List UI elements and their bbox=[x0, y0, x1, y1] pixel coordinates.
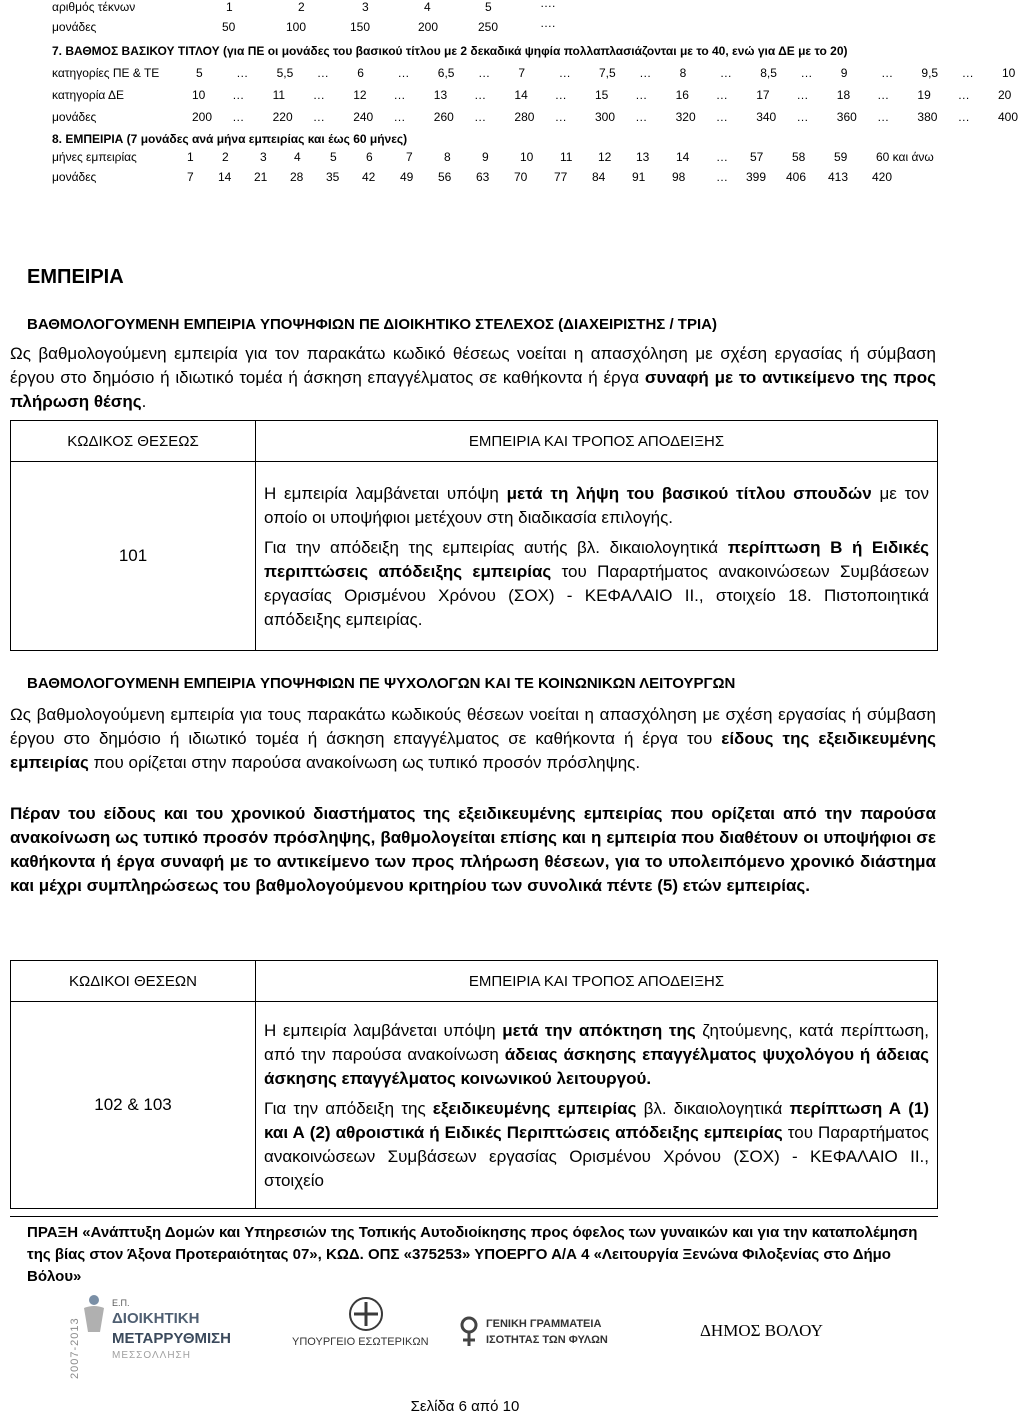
subheading-psych: ΒΑΘΜΟΛΟΓΟΥΜΕΝΗ ΕΜΠΕΙΡΙΑ ΥΠΟΨΗΦΙΩΝ ΠΕ ΨΥΧΟΛΟΓΩΝ ΚΑΙ ΤΕ ΚΟΙΝΩΝΙΚΩΝ ΛΕΙΤΟΥΡΓΩΝ bbox=[27, 675, 736, 692]
cell: 8 bbox=[679, 66, 687, 80]
col-header-experience: ΕΜΠΕΙΡΙΑ ΚΑΙ ΤΡΟΠΟΣ ΑΠΟΔΕΙΞΗΣ bbox=[256, 421, 938, 462]
cell: 420 bbox=[872, 170, 893, 184]
text: ζητούμενης, κατά περίπτωση, από την παρούσα ανακοίνωση bbox=[264, 1021, 929, 1064]
footer-project-text: ΠΡΑΞΗ «Ανάπτυξη Δομών και Υπηρεσιών της Τοπικής Αυτοδιοίκησης προς όφελος των γυναικών και για την καταπολέμηση της βίας στον Άξονα Προτεραιότητας 07», ΚΩΔ. ΟΠΣ «375253» ΥΠΟΕΡΓΟ Α/Α 4 «Λειτουργία Ξενώνα Φιλοξενίας στο Δήμο Βόλου» bbox=[27, 1224, 918, 1285]
cell: … bbox=[312, 88, 325, 102]
position-codes: 102 & 103 bbox=[11, 1002, 256, 1209]
cell: … bbox=[236, 66, 249, 80]
logo3-line1: ΓΕΝΙΚΗ ΓΡΑΜΜΑΤΕΙΑ bbox=[486, 1318, 602, 1330]
logo-general-secretariat bbox=[458, 1316, 658, 1356]
cell: … bbox=[957, 88, 970, 102]
cell: 380 bbox=[917, 110, 938, 124]
cell: 12 bbox=[598, 150, 612, 164]
cell: 13 bbox=[433, 88, 448, 102]
cell: 1 bbox=[187, 150, 194, 164]
text-bold: άδειας άσκησης επαγγέλματος ψυχολόγου ή άδειας άσκησης επαγγέλματος κοινωνικού λειτουργού. bbox=[264, 1045, 929, 1088]
text-bold: μετά τη λήψη του βασικού τίτλου σπουδών bbox=[506, 484, 872, 503]
cell: … bbox=[554, 88, 567, 102]
section7-row3 bbox=[52, 110, 1018, 126]
cell: 28 bbox=[290, 170, 304, 184]
section8-row1 bbox=[52, 150, 952, 166]
cell: 63 bbox=[476, 170, 490, 184]
cell: … bbox=[800, 66, 813, 80]
cell: 413 bbox=[828, 170, 849, 184]
cell: … bbox=[478, 66, 491, 80]
text: . bbox=[141, 392, 147, 411]
cell: 98 bbox=[672, 170, 686, 184]
cell: 7,5 bbox=[599, 66, 616, 80]
experience-cell bbox=[256, 1002, 938, 1209]
cell: 6,5 bbox=[437, 66, 455, 80]
cell: 7 bbox=[187, 170, 194, 184]
text-bold: είδους της εξειδικευμένης εμπειρίας bbox=[10, 729, 936, 772]
cell: 42 bbox=[362, 170, 376, 184]
row-label: μονάδες bbox=[52, 20, 97, 34]
experience-heading: ΕΜΠΕΙΡΙΑ bbox=[27, 266, 124, 288]
text-bold: περίπτωση Β ή Ειδικές περιπτώσεις απόδειξης εμπειρίας bbox=[264, 538, 929, 581]
cell: 300 bbox=[595, 110, 616, 124]
section8-title: 8. ΕΜΠΕΙΡΙΑ (7 μονάδες ανά μήνα εμπειρίας και έως 60 μήνες) bbox=[52, 132, 408, 146]
cell: 4 bbox=[424, 0, 431, 14]
cell: …. bbox=[540, 0, 556, 10]
cell: 6 bbox=[366, 150, 373, 164]
cell: 7 bbox=[518, 66, 526, 80]
cell: 9 bbox=[840, 66, 848, 80]
cell: 200 bbox=[192, 110, 213, 124]
cell: 2 bbox=[222, 150, 229, 164]
cell: 3 bbox=[362, 0, 369, 14]
logo-line2: ΜΕΤΑΡΡΥΘΜΙΣΗ bbox=[112, 1330, 231, 1347]
cell: 20 bbox=[998, 88, 1012, 102]
cell: 200 bbox=[418, 20, 439, 34]
text-bold: περίπτωση Α (1) και Α (2) αθροιστικά ή Ειδικές Περιπτώσεις απόδειξης εμπειρίας bbox=[264, 1099, 929, 1142]
cell: … bbox=[961, 66, 974, 80]
logo3-line2: ΙΣΟΤΗΤΑΣ ΤΩΝ ΦΥΛΩΝ bbox=[486, 1334, 608, 1346]
cell: … bbox=[715, 110, 728, 124]
text: βλ. δικαιολογητικά bbox=[636, 1099, 790, 1118]
logo2-text: ΥΠΟΥΡΓΕΙΟ ΕΣΩΤΕΡΙΚΩΝ bbox=[292, 1336, 429, 1348]
cell: 35 bbox=[326, 170, 340, 184]
cell: 13 bbox=[636, 150, 650, 164]
cell: 50 bbox=[222, 20, 236, 34]
children-units-row bbox=[52, 16, 952, 36]
cell: 3 bbox=[260, 150, 267, 164]
crest-icon bbox=[348, 1296, 384, 1332]
paragraph-psych-bold: Πέραν του είδους και του χρονικού διαστήματος της εξειδικευμένης εμπειρίας που ορίζεται από την παρούσα ανακοίνωση ως τυπικό προσόν πρόσληψης, βαθμολογείται επίσης και η εμπειρία που διαθέτουν οι υποψήφιοι σε καθήκοντα ή έργα συναφή με το αντικείμενο των προς πλήρωση θέσεων, για το υπολειπόμενο χρονικό διάστημα και μέχρι συμπληρώσεως του βαθμολογούμενου κριτηρίου των συνολικά πέντε (5) ετών εμπειρίας. bbox=[10, 804, 936, 895]
paragraph-admin bbox=[10, 342, 936, 414]
cell: … bbox=[639, 66, 652, 80]
cell: 10 bbox=[1002, 66, 1016, 80]
logo-ep: Ε.Π. bbox=[112, 1298, 130, 1308]
text: Ως βαθμολογούμενη εμπειρία για τον παρακάτω κωδικό θέσεως νοείται η απασχόληση με σχέση εργασίας ή σύμβαση έργου στο δημόσιο ή ιδιωτικό τομέα ή άσκηση επαγγέλματος σε καθήκοντα ή έργα bbox=[10, 344, 936, 387]
row-label: μονάδες bbox=[52, 170, 97, 184]
cell: … bbox=[635, 88, 648, 102]
text: Για την απόδειξη της bbox=[264, 1099, 433, 1118]
cell: 58 bbox=[792, 150, 806, 164]
cell: … bbox=[796, 110, 809, 124]
footer-divider bbox=[10, 1216, 938, 1217]
cell: 1 bbox=[226, 0, 233, 14]
cell: 49 bbox=[400, 170, 414, 184]
cell: … bbox=[232, 110, 245, 124]
logo-ministry bbox=[288, 1296, 448, 1356]
section8-row2 bbox=[52, 170, 952, 186]
cell: … bbox=[232, 88, 245, 102]
cell: 5 bbox=[196, 66, 203, 80]
cell: 56 bbox=[438, 170, 452, 184]
table-admin bbox=[10, 420, 938, 651]
cell: … bbox=[554, 110, 567, 124]
cell: …. bbox=[540, 16, 556, 30]
cell: 21 bbox=[254, 170, 268, 184]
cell: 4 bbox=[294, 150, 301, 164]
col-header-code: ΚΩΔΙΚΟΣ ΘΕΣΕΩΣ bbox=[11, 421, 256, 462]
cell: 399 bbox=[746, 170, 767, 184]
col-header-experience: ΕΜΠΕΙΡΙΑ ΚΑΙ ΤΡΟΠΟΣ ΑΠΟΔΕΙΞΗΣ bbox=[256, 961, 938, 1002]
subheading-admin: ΒΑΘΜΟΛΟΓΟΥΜΕΝΗ ΕΜΠΕΙΡΙΑ ΥΠΟΨΗΦΙΩΝ ΠΕ ΔΙΟΙΚΗΤΙΚΟ ΣΤΕΛΕΧΟΣ (ΔΙΑΧΕΙΡΙΣΤΗΣ / ΤΡΙΑ) bbox=[27, 316, 717, 333]
cell: … bbox=[312, 110, 325, 124]
cell: 91 bbox=[632, 170, 646, 184]
cell: … bbox=[558, 66, 571, 80]
row-label: μήνες εμπειρίας bbox=[52, 150, 137, 164]
text-bold: εξειδικευμένης εμπειρίας bbox=[432, 1099, 637, 1118]
logo-line3: ΜΕΣΣΟΛΛΗΣΗ bbox=[112, 1350, 191, 1361]
text: του Παραρτήματος ανακοινώσεων Συμβάσεων εργασίας Ορισμένου Χρόνου (ΣΟΧ) - ΚΕΦΑΛΑΙΟ ΙΙ., στοιχείο 18. Πιστοποιητικά απόδειξης εμπειρίας. bbox=[264, 562, 929, 629]
cell: 280 bbox=[514, 110, 535, 124]
cell: … bbox=[716, 150, 728, 164]
cell: 59 bbox=[834, 150, 848, 164]
cell: 5,5 bbox=[276, 66, 294, 80]
page-number: Σελίδα 6 από 10 bbox=[410, 1398, 520, 1415]
cell: 9,5 bbox=[921, 66, 939, 80]
cell: 406 bbox=[786, 170, 807, 184]
cell: 84 bbox=[592, 170, 606, 184]
cell: 220 bbox=[272, 110, 293, 124]
cell: 16 bbox=[675, 88, 689, 102]
cell: 5 bbox=[330, 150, 337, 164]
cell: … bbox=[716, 170, 728, 184]
section7-row1 bbox=[52, 66, 1016, 82]
cell: 60 και άνω bbox=[876, 150, 934, 164]
cell: 15 bbox=[595, 88, 609, 102]
section7-title: 7. ΒΑΘΜΟΣ ΒΑΣΙΚΟΥ ΤΙΤΛΟΥ (για ΠΕ οι μονάδες του βασικού τίτλου με 2 δεκαδικά ψηφία πολλαπλασιάζονται με το 40, ενώ για ΔΕ με το 20) bbox=[52, 44, 848, 58]
cell: 340 bbox=[756, 110, 777, 124]
years-text: 2007-2013 bbox=[69, 1317, 81, 1379]
cell: 9 bbox=[482, 150, 489, 164]
row-label: κατηγορία ΔΕ bbox=[52, 88, 124, 102]
cell: 10 bbox=[192, 88, 206, 102]
cell: … bbox=[877, 88, 890, 102]
text: του Παραρτήματος ανακοινώσεων Συμβάσεων εργασίας Ορισμένου Χρόνου (ΣΟΧ) - ΚΕΦΑΛΑΙΟ ΙΙ., στοιχείο bbox=[264, 1123, 929, 1190]
cell: 18 bbox=[836, 88, 851, 102]
cell: 8,5 bbox=[760, 66, 777, 80]
cell: 12 bbox=[353, 88, 367, 102]
cell: 150 bbox=[350, 20, 371, 34]
paragraph-psych bbox=[10, 703, 936, 775]
cell: 14 bbox=[514, 88, 528, 102]
cell: 57 bbox=[750, 150, 764, 164]
cell: 400 bbox=[998, 110, 1018, 124]
cell: … bbox=[719, 66, 732, 80]
text: Η εμπειρία λαμβάνεται υπόψη bbox=[264, 484, 507, 503]
cell: … bbox=[957, 110, 970, 124]
cell: 14 bbox=[676, 150, 690, 164]
cell: … bbox=[393, 110, 406, 124]
text: Ως βαθμολογούμενη εμπειρία για τους παρακάτω κωδικούς θέσεων νοείται η απασχόληση με σχέση εργασίας ή σύμβαση έργου στο δημόσιο ή ιδιωτικό τομέα ή άσκηση επαγγέλματος σε καθήκοντα ή έργα του bbox=[10, 705, 936, 748]
figure-icon bbox=[80, 1294, 110, 1334]
col-header-codes: ΚΩΔΙΚΟΙ ΘΕΣΕΩΝ bbox=[11, 961, 256, 1002]
cell: … bbox=[316, 66, 329, 80]
cell: 6 bbox=[357, 66, 364, 80]
cell: 8 bbox=[444, 150, 451, 164]
text-bold: συναφή με το αντικείμενο της προς πλήρωση θέσης bbox=[10, 368, 937, 411]
cell: … bbox=[474, 88, 487, 102]
cell: … bbox=[881, 66, 894, 80]
text: με τον οποίο οι υποψήφιοι μετέχουν στη διαδικασία επιλογής. bbox=[264, 484, 930, 527]
cell: … bbox=[397, 66, 410, 80]
cell: … bbox=[877, 110, 890, 124]
position-code: 101 bbox=[11, 462, 256, 651]
cell: 70 bbox=[514, 170, 528, 184]
cell: … bbox=[393, 88, 406, 102]
cell: … bbox=[474, 110, 487, 124]
experience-cell bbox=[256, 462, 938, 651]
cell: 19 bbox=[917, 88, 931, 102]
cell: 260 bbox=[433, 110, 454, 124]
row-label: μονάδες bbox=[52, 110, 97, 124]
table-psych bbox=[10, 960, 938, 1209]
text: Η εμπειρία λαμβάνεται υπόψη bbox=[264, 1021, 503, 1040]
cell: 11 bbox=[272, 88, 286, 102]
symbol-icon bbox=[458, 1316, 480, 1348]
cell: 14 bbox=[218, 170, 232, 184]
row-label: αριθμός τέκνων bbox=[52, 0, 136, 14]
cell: 240 bbox=[353, 110, 374, 124]
cell: … bbox=[796, 88, 809, 102]
logo-line1: ΔΙΟΙΚΗΤΙΚΗ bbox=[112, 1310, 200, 1327]
text: που ορίζεται στην παρούσα ανακοίνωση ως τυπικό προσόν πρόσληψης. bbox=[88, 753, 641, 772]
row-label: κατηγορίες ΠΕ & ΤΕ bbox=[52, 66, 160, 80]
cell: 250 bbox=[478, 20, 499, 34]
text: Για την απόδειξη της εμπειρίας αυτής βλ. δικαιολογητικά bbox=[264, 538, 728, 557]
logo-dimos-volou: ΔΗΜΟΣ ΒΟΛΟΥ bbox=[700, 1321, 823, 1340]
section7-row2 bbox=[52, 88, 1012, 104]
cell: 10 bbox=[520, 150, 534, 164]
cell: … bbox=[635, 110, 648, 124]
cell: 100 bbox=[286, 20, 307, 34]
cell: 77 bbox=[554, 170, 568, 184]
cell: 7 bbox=[406, 150, 413, 164]
cell: … bbox=[715, 88, 728, 102]
cell: 2 bbox=[298, 0, 305, 14]
cell: 17 bbox=[756, 88, 770, 102]
text-bold: μετά την απόκτηση της bbox=[502, 1021, 696, 1040]
cell: 11 bbox=[560, 150, 573, 164]
logo-diikitiki-metarrythmisi bbox=[62, 1294, 232, 1388]
cell: 5 bbox=[485, 0, 492, 14]
cell: 320 bbox=[675, 110, 696, 124]
children-row bbox=[52, 0, 952, 16]
cell: 360 bbox=[836, 110, 857, 124]
